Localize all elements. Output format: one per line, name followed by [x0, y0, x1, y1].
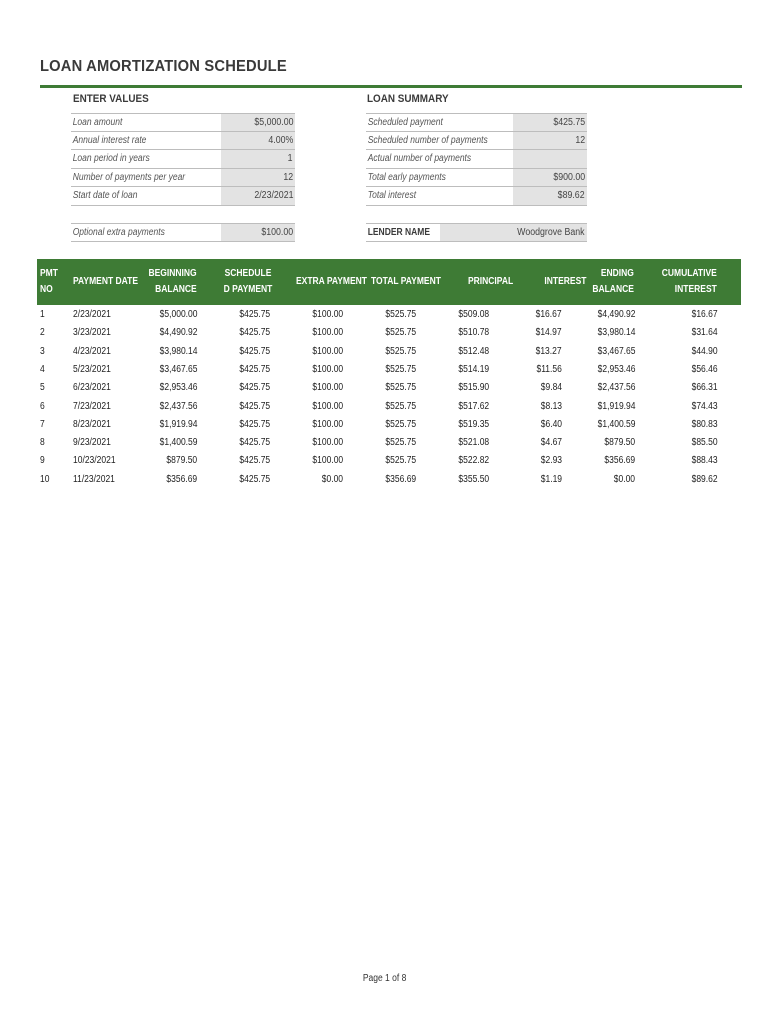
lender-table	[366, 223, 587, 242]
beginning-balance: $1,919.94	[159, 418, 197, 430]
col-header-pmt-no: PMT NO	[40, 268, 58, 295]
principal: $517.62	[458, 400, 489, 412]
interest: $6.40	[540, 418, 562, 430]
summary-row-total-interest	[366, 187, 587, 206]
summary-row-scheduled-payment	[366, 113, 587, 132]
principal: $509.08	[458, 309, 489, 320]
field-label: Start date of loan	[72, 190, 138, 202]
field-label: Annual interest rate	[72, 134, 147, 146]
table-row	[0, 436, 770, 454]
input-row-start-date	[71, 187, 295, 206]
page-number: Page 1 of 8	[363, 973, 407, 984]
payment-date: 2/23/2021	[73, 309, 111, 320]
interest: $4.67	[540, 437, 562, 449]
interest: $1.19	[540, 473, 562, 485]
field-label: Loan period in years	[72, 153, 150, 165]
beginning-balance: $879.50	[166, 455, 197, 467]
extra-payment: $100.00	[312, 363, 343, 375]
cumulative-interest: $31.64	[691, 327, 718, 339]
schedule-header	[37, 259, 741, 305]
lender-name-input[interactable]: Woodgrove Bank	[440, 224, 587, 241]
scheduled-payment: $425.75	[239, 400, 270, 412]
loan-amount-input[interactable]: $5,000.00	[221, 114, 295, 131]
start-date-input[interactable]: 2/23/2021	[221, 187, 295, 205]
interest: $2.93	[540, 455, 562, 467]
summary-label: Scheduled number of payments	[367, 134, 488, 146]
table-row	[0, 345, 770, 363]
table-row	[0, 308, 770, 326]
summary-row-actual-number	[366, 150, 587, 169]
pmt-no: 3	[40, 345, 45, 357]
payment-date: 11/23/2021	[73, 473, 115, 485]
principal: $519.35	[458, 418, 489, 430]
total-payment: $525.75	[385, 382, 416, 394]
extra-payment: $100.00	[312, 327, 343, 339]
payments-per-year-input[interactable]: 12	[221, 169, 295, 187]
summary-value: 12	[513, 132, 587, 150]
table-row	[0, 418, 770, 436]
beginning-balance: $5,000.00	[159, 309, 197, 320]
beginning-balance: $3,467.65	[159, 363, 197, 375]
total-payment: $525.75	[385, 418, 416, 430]
extra-payment: $100.00	[312, 455, 343, 467]
col-header-ending-balance: ENDING BALANCE	[592, 268, 634, 295]
ending-balance: $4,490.92	[597, 309, 635, 320]
interest-rate-input[interactable]: 4.00%	[221, 132, 295, 150]
table-row	[0, 454, 770, 472]
total-payment: $525.75	[385, 363, 416, 375]
table-row	[0, 400, 770, 418]
title-rule	[40, 85, 742, 88]
beginning-balance: $2,953.46	[159, 382, 197, 394]
summary-row-total-early	[366, 169, 587, 188]
summary-label: Actual number of payments	[367, 153, 472, 165]
ending-balance: $3,467.65	[597, 345, 635, 357]
extra-payment: $100.00	[312, 382, 343, 394]
total-payment: $525.75	[385, 400, 416, 412]
cumulative-interest: $80.83	[691, 418, 718, 430]
principal: $355.50	[458, 473, 489, 485]
payment-date: 3/23/2021	[73, 327, 111, 339]
input-row-extra-payments	[71, 223, 295, 242]
beginning-balance: $3,980.14	[159, 345, 197, 357]
ending-balance: $2,953.46	[597, 363, 635, 375]
loan-summary-heading: LOAN SUMMARY	[367, 93, 449, 105]
ending-balance: $879.50	[604, 437, 635, 449]
interest: $14.97	[535, 327, 562, 339]
interest: $13.27	[535, 345, 562, 357]
ending-balance: $3,980.14	[597, 327, 635, 339]
table-row	[0, 473, 770, 491]
lender-row	[366, 223, 587, 242]
col-header-payment-date: PAYMENT DATE	[73, 276, 139, 287]
cumulative-interest: $85.50	[691, 437, 718, 449]
input-row-loan-amount	[71, 113, 295, 132]
ending-balance: $1,400.59	[597, 418, 635, 430]
lender-label: LENDER NAME	[367, 226, 431, 238]
scheduled-payment: $425.75	[239, 345, 270, 357]
extra-payment-table	[71, 223, 295, 242]
beginning-balance: $1,400.59	[159, 437, 197, 449]
payment-date: 4/23/2021	[73, 345, 111, 357]
page-title: LOAN AMORTIZATION SCHEDULE	[40, 58, 287, 75]
scheduled-payment: $425.75	[239, 473, 270, 485]
extra-payment: $0.00	[321, 473, 343, 485]
ending-balance: $1,919.94	[597, 400, 635, 412]
table-row	[0, 326, 770, 344]
summary-value	[513, 150, 587, 168]
extra-payment: $100.00	[312, 437, 343, 449]
cumulative-interest: $88.43	[691, 455, 718, 467]
principal: $514.19	[458, 363, 489, 375]
payment-date: 7/23/2021	[73, 400, 111, 412]
total-payment: $525.75	[385, 309, 416, 320]
payment-date: 10/23/2021	[73, 455, 116, 467]
summary-value: $89.62	[513, 187, 587, 205]
beginning-balance: $2,437.56	[159, 400, 197, 412]
table-row	[0, 363, 770, 381]
enter-values-table	[71, 113, 295, 206]
beginning-balance: $4,490.92	[159, 327, 197, 339]
extra-payment: $100.00	[312, 309, 343, 320]
field-label: Optional extra payments	[72, 226, 165, 238]
total-payment: $525.75	[385, 437, 416, 449]
cumulative-interest: $74.43	[691, 400, 718, 412]
scheduled-payment: $425.75	[239, 363, 270, 375]
loan-period-input[interactable]: 1	[221, 150, 295, 168]
cumulative-interest: $56.46	[691, 363, 718, 375]
extra-payments-input[interactable]: $100.00	[221, 224, 295, 241]
principal: $510.78	[458, 327, 489, 339]
input-row-loan-period	[71, 150, 295, 169]
ending-balance: $2,437.56	[597, 382, 635, 394]
total-payment: $356.69	[385, 473, 416, 485]
extra-payment: $100.00	[312, 400, 343, 412]
extra-payment: $100.00	[312, 345, 343, 357]
col-header-extra-payment: EXTRA PAYMENT	[296, 276, 368, 287]
enter-values-heading: ENTER VALUES	[73, 93, 149, 105]
pmt-no: 2	[40, 327, 45, 339]
col-header-interest: INTEREST	[543, 276, 586, 287]
col-header-scheduled-payment: SCHEDULE D PAYMENT	[223, 268, 273, 295]
payment-date: 8/23/2021	[73, 418, 111, 430]
interest: $16.67	[535, 309, 562, 320]
table-row	[0, 381, 770, 399]
summary-label: Total interest	[367, 190, 417, 202]
field-label: Number of payments per year	[72, 171, 186, 183]
cumulative-interest: $66.31	[691, 382, 718, 394]
scheduled-payment: $425.75	[239, 455, 270, 467]
total-payment: $525.75	[385, 327, 416, 339]
scheduled-payment: $425.75	[239, 418, 270, 430]
payment-date: 6/23/2021	[73, 382, 111, 394]
pmt-no: 4	[40, 363, 45, 375]
principal: $521.08	[458, 437, 489, 449]
loan-summary-table	[366, 113, 587, 206]
payment-date: 5/23/2021	[73, 363, 111, 375]
extra-payment: $100.00	[312, 418, 343, 430]
interest: $11.56	[536, 363, 562, 375]
summary-label: Scheduled payment	[367, 116, 443, 128]
pmt-no: 1	[40, 309, 45, 320]
beginning-balance: $356.69	[166, 473, 197, 485]
scheduled-payment: $425.75	[239, 437, 270, 449]
pmt-no: 8	[40, 437, 45, 449]
pmt-no: 7	[40, 418, 45, 430]
summary-value: $900.00	[513, 169, 587, 187]
scheduled-payment: $425.75	[239, 309, 270, 320]
field-label: Loan amount	[72, 116, 123, 128]
col-header-cumulative-interest: CUMULATIVE INTEREST	[661, 268, 717, 295]
input-row-payments-per-year	[71, 169, 295, 188]
col-header-principal: PRINCIPAL	[467, 276, 513, 287]
payment-date: 9/23/2021	[73, 437, 111, 449]
pmt-no: 5	[40, 382, 45, 394]
summary-row-scheduled-number	[366, 132, 587, 151]
scheduled-payment: $425.75	[239, 327, 270, 339]
total-payment: $525.75	[385, 345, 416, 357]
input-row-interest-rate	[71, 132, 295, 151]
cumulative-interest: $44.90	[691, 345, 718, 357]
cumulative-interest: $89.62	[691, 473, 718, 485]
interest: $9.84	[540, 382, 562, 394]
principal: $512.48	[458, 345, 489, 357]
ending-balance: $0.00	[613, 473, 635, 485]
col-header-total-payment: TOTAL PAYMENT	[371, 276, 441, 287]
principal: $515.90	[458, 382, 489, 394]
pmt-no: 6	[40, 400, 45, 412]
col-header-beginning-balance: BEGINNING BALANCE	[148, 268, 197, 295]
summary-label: Total early payments	[367, 171, 446, 183]
interest: $8.13	[540, 400, 562, 412]
pmt-no: 9	[40, 455, 45, 467]
principal: $522.82	[458, 455, 489, 467]
pmt-no: 10	[40, 473, 50, 485]
total-payment: $525.75	[385, 455, 416, 467]
scheduled-payment: $425.75	[239, 382, 270, 394]
ending-balance: $356.69	[604, 455, 635, 467]
summary-value: $425.75	[513, 114, 587, 131]
cumulative-interest: $16.67	[691, 309, 718, 320]
